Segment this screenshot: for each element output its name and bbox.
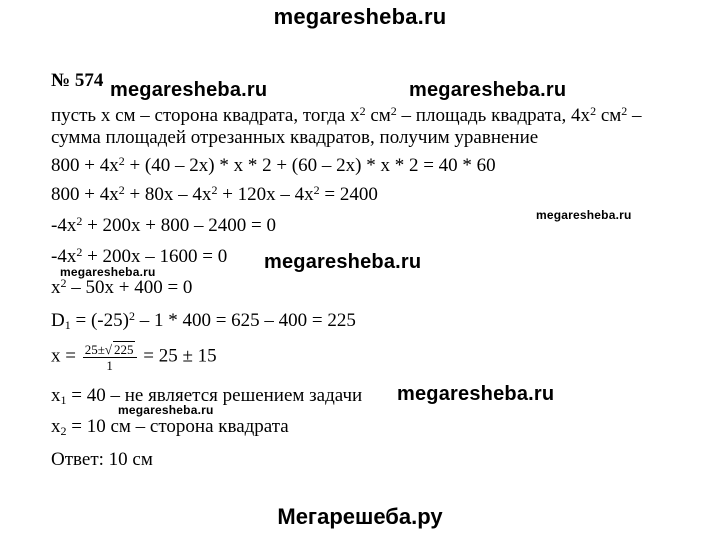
equation-3: $-4x^2 + 200x + 800 - 2400 = 0$ (51, 214, 276, 236)
watermark: megaresheba.ru (60, 265, 156, 279)
watermark: megaresheba.ru (409, 79, 567, 101)
header-site-watermark: megaresheba.ru (273, 4, 447, 29)
watermark: megaresheba.ru (397, 383, 555, 405)
watermark: megaresheba.ru (264, 251, 422, 273)
discriminant: $D_1 = (-25)^2 - 1 * 400 = 625 - 400 = 225$ (51, 309, 356, 332)
root-2: $x_2 = 10$ см – сторона квадрата (51, 416, 289, 438)
equation-4: $-4x^2 + 200x - 1600 = 0$ (51, 245, 228, 267)
watermark: megaresheba.ru (118, 403, 214, 417)
fraction: $\frac{25\pm√ 225}{1}$ (83, 341, 137, 373)
answer: Ответ: 10 см (51, 449, 153, 470)
watermark: megaresheba.ru (110, 79, 268, 101)
intro-line-2: сумма площадей отрезанных квадратов, получим уравнение (51, 127, 539, 148)
footer-site-name: Мегарешеба.ру (277, 504, 443, 529)
roots-formula: x = $\frac{25\pm√ 225}{1}$ = 25 ± 15 (51, 342, 217, 373)
root-1: $x_1 = 40$ – не является решением задачи (51, 385, 363, 407)
task-number: № 574 (51, 70, 104, 91)
watermark: megaresheba.ru (536, 208, 632, 222)
equation-1: $800 + 4x^2 + (40 - 2x) * x * 2 + (60 - 2x) * x * 2 = 40 * 60$ (51, 154, 496, 176)
equation-5: $x^2 - 50x + 400 = 0$ (51, 276, 193, 298)
intro-line-1: пусть x см – сторона квадрата, тогда $x^2$ $см^2$ – площадь квадрата, $4x^2$ $см^2$ – (51, 104, 642, 126)
equation-2: $800 + 4x^2 + 80x - 4x^2 + 120x - 4x^2 = 2400$ (51, 183, 378, 205)
